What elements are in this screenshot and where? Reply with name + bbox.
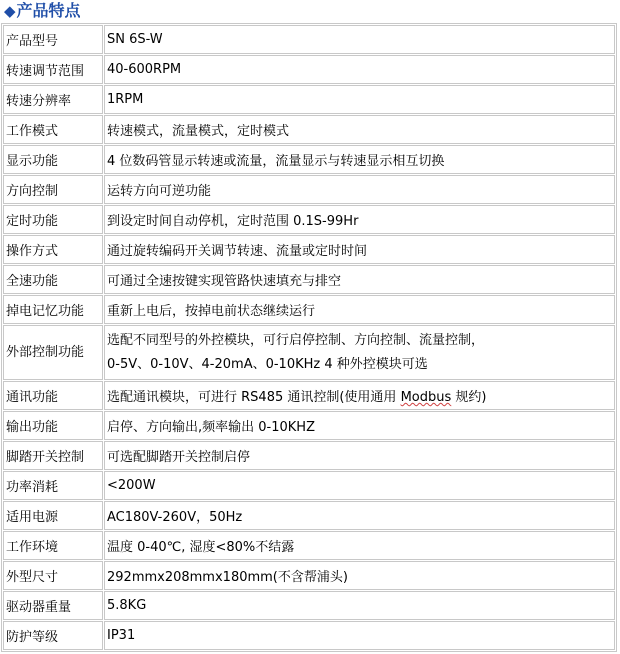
table-row xyxy=(3,501,615,530)
row-label: 功率消耗 xyxy=(3,471,103,500)
row-value: 4 位数码管显示转速或流量，流量显示与转速显示相互切换 xyxy=(104,145,615,174)
row-value: 可选配脚踏开关控制启停 xyxy=(104,441,615,470)
row-label: 显示功能 xyxy=(3,145,103,174)
table-row xyxy=(3,295,615,324)
row-label: 适用电源 xyxy=(3,501,103,530)
row-label: 全速功能 xyxy=(3,265,103,294)
row-label: 转速分辨率 xyxy=(3,85,103,114)
table-row xyxy=(3,235,615,264)
row-value: 40-600RPM xyxy=(104,55,615,84)
table-row xyxy=(3,411,615,440)
section-heading xyxy=(4,0,81,22)
row-value: 1RPM xyxy=(104,85,615,114)
row-value xyxy=(104,381,615,410)
row-label: 通讯功能 xyxy=(3,381,103,410)
table-row xyxy=(3,265,615,294)
row-value: 5.8KG xyxy=(104,591,615,620)
table-row xyxy=(3,175,615,204)
table-row xyxy=(3,441,615,470)
row-label: 掉电记忆功能 xyxy=(3,295,103,324)
row-value: 可通过全速按键实现管路快速填充与排空 xyxy=(104,265,615,294)
table-row xyxy=(3,205,615,234)
table-row xyxy=(3,145,615,174)
row-value xyxy=(104,325,615,380)
row-label: 防护等级 xyxy=(3,621,103,650)
row-value: 运转方向可逆功能 xyxy=(104,175,615,204)
table-row xyxy=(3,55,615,84)
table-row xyxy=(3,621,615,650)
row-label: 定时功能 xyxy=(3,205,103,234)
row-label: 工作环境 xyxy=(3,531,103,560)
row-value: <200W xyxy=(104,471,615,500)
row-label: 转速调节范围 xyxy=(3,55,103,84)
row-value: 转速模式，流量模式，定时模式 xyxy=(104,115,615,144)
row-label: 工作模式 xyxy=(3,115,103,144)
table-row xyxy=(3,531,615,560)
row-value: 到设定时间自动停机，定时范围 0.1S-99Hr xyxy=(104,205,615,234)
row-value: IP31 xyxy=(104,621,615,650)
spec-table xyxy=(1,23,617,652)
table-row xyxy=(3,561,615,590)
row-value: 292mmx208mmx180mm(不含帮浦头) xyxy=(104,561,615,590)
row-value-line: 选配不同型号的外控模块，可行启停控制、方向控制、流量控制， xyxy=(107,332,485,348)
row-value: SN 6S-W xyxy=(104,25,615,54)
table-row xyxy=(3,381,615,410)
row-value: 启停、方向输出,频率输出 0-10KHZ xyxy=(104,411,615,440)
table-row xyxy=(3,25,615,54)
row-value-text: 规约) xyxy=(451,390,487,405)
section-title: 产品特点 xyxy=(16,1,81,20)
diamond-icon: ◆ xyxy=(4,2,16,20)
row-value: 重新上电后，按掉电前状态继续运行 xyxy=(104,295,615,324)
spellcheck-word: Modbus xyxy=(400,390,452,405)
row-value: 温度 0-40℃, 湿度<80%不结露 xyxy=(104,531,615,560)
table-row xyxy=(3,591,615,620)
row-label: 方向控制 xyxy=(3,175,103,204)
row-value: AC180V-260V，50Hz xyxy=(104,501,615,530)
table-row xyxy=(3,325,615,380)
table-row xyxy=(3,115,615,144)
row-label: 输出功能 xyxy=(3,411,103,440)
row-label: 脚踏开关控制 xyxy=(3,441,103,470)
row-value: 通过旋转编码开关调节转速、流量或定时时间 xyxy=(104,235,615,264)
row-label: 产品型号 xyxy=(3,25,103,54)
row-value-text: 选配通讯模块，可进行 RS485 通讯控制(使用通用 xyxy=(107,390,401,405)
row-label: 驱动器重量 xyxy=(3,591,103,620)
table-row xyxy=(3,85,615,114)
row-label: 操作方式 xyxy=(3,235,103,264)
table-row xyxy=(3,471,615,500)
row-label: 外部控制功能 xyxy=(3,325,103,380)
row-value-line: 0-5V、0-10V、4-20mA、0-10KHz 4 种外控模块可选 xyxy=(107,356,428,372)
row-label: 外型尺寸 xyxy=(3,561,103,590)
